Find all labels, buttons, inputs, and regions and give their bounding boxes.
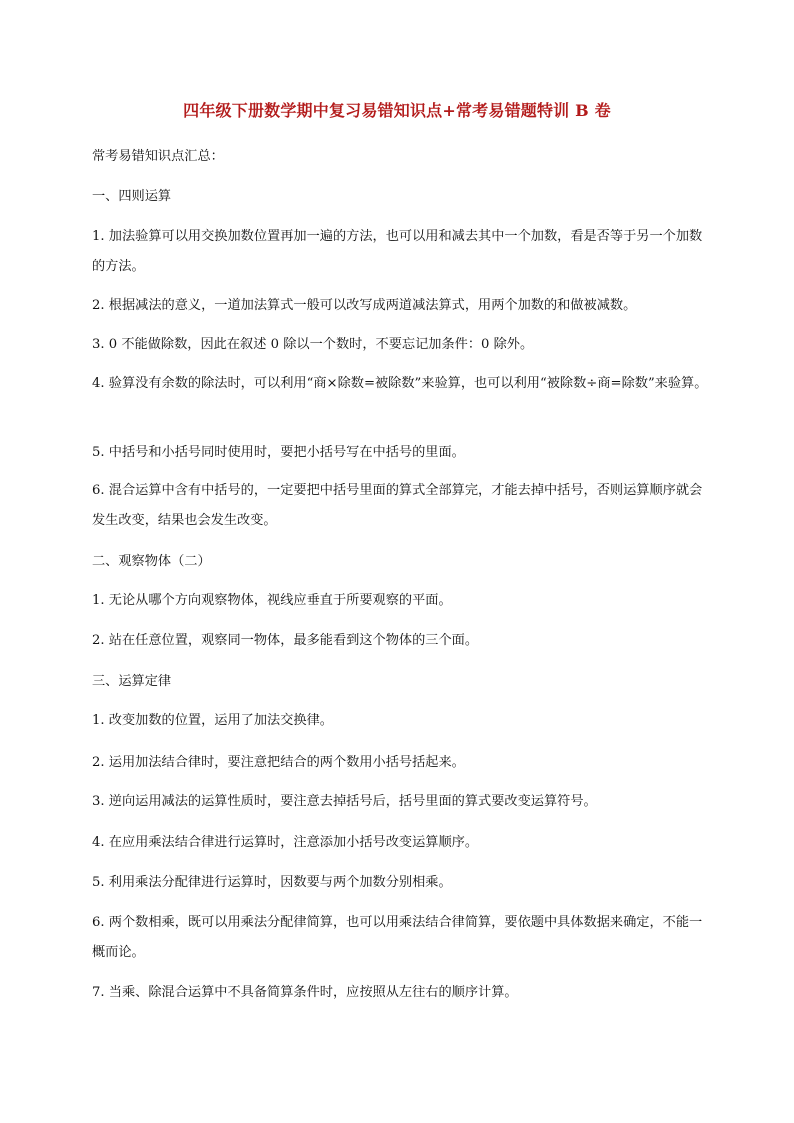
section-heading-arithmetic: 一、四则运算 xyxy=(92,189,172,204)
section-heading-operation-laws: 三、运算定律 xyxy=(92,674,172,689)
list-item: 3. 逆向运用减法的运算性质时，要注意去掉括号后，括号里面的算式要改变运算符号。 xyxy=(92,794,597,809)
list-item: 5. 利用乘法分配律进行运算时，因数要与两个加数分别相乘。 xyxy=(92,875,452,890)
list-item: 4. 在应用乘法结合律进行运算时，注意添加小括号改变运算顺序。 xyxy=(92,835,479,850)
list-item: 2. 站在任意位置，观察同一物体，最多能看到这个物体的三个面。 xyxy=(92,633,479,648)
list-item: 1. 改变加数的位置，运用了加法交换律。 xyxy=(92,713,333,728)
list-item: 6. 两个数相乘，既可以用乘法分配律简算，也可以用乘法结合律简算，要依题中具体数据来确定，不能一概而论。 xyxy=(92,915,703,960)
list-item: 1. 加法验算可以用交换加数位置再加一遍的方法，也可以用和减去其中一个加数，看是否等于另一个加数的方法。 xyxy=(92,229,703,274)
list-item: 4. 验算没有余数的除法时，可以利用“商×除数=被除数”来验算，也可以利用“被除数÷商=除数”来验算。 xyxy=(92,376,708,391)
list-item: 6. 混合运算中含有中括号的，一定要把中括号里面的算式全部算完，才能去掉中括号，否则运算顺序就会发生改变，结果也会发生改变。 xyxy=(92,483,703,528)
section-heading-observe-objects: 二、观察物体（二） xyxy=(92,554,211,569)
list-item: 2. 根据减法的意义，一道加法算式一般可以改写成两道减法算式，用两个加数的和做被减数。 xyxy=(92,298,637,313)
list-item: 2. 运用加法结合律时，要注意把结合的两个数用小括号括起来。 xyxy=(92,755,465,770)
intro-label: 常考易错知识点汇总： xyxy=(92,149,224,164)
list-item: 5. 中括号和小括号同时使用时，要把小括号写在中括号的里面。 xyxy=(92,445,465,460)
list-item: 3. 0 不能做除数，因此在叙述 0 除以一个数时，不要忘记加条件：0 除外。 xyxy=(92,337,534,352)
list-item: 1. 无论从哪个方向观察物体，视线应垂直于所要观察的平面。 xyxy=(92,593,452,608)
document-title: 四年级下册数学期中复习易错知识点+常考易错题特训 B 卷 xyxy=(183,101,611,120)
list-item: 7. 当乘、除混合运算中不具备简算条件时，应按照从左往右的顺序计算。 xyxy=(92,985,518,1000)
